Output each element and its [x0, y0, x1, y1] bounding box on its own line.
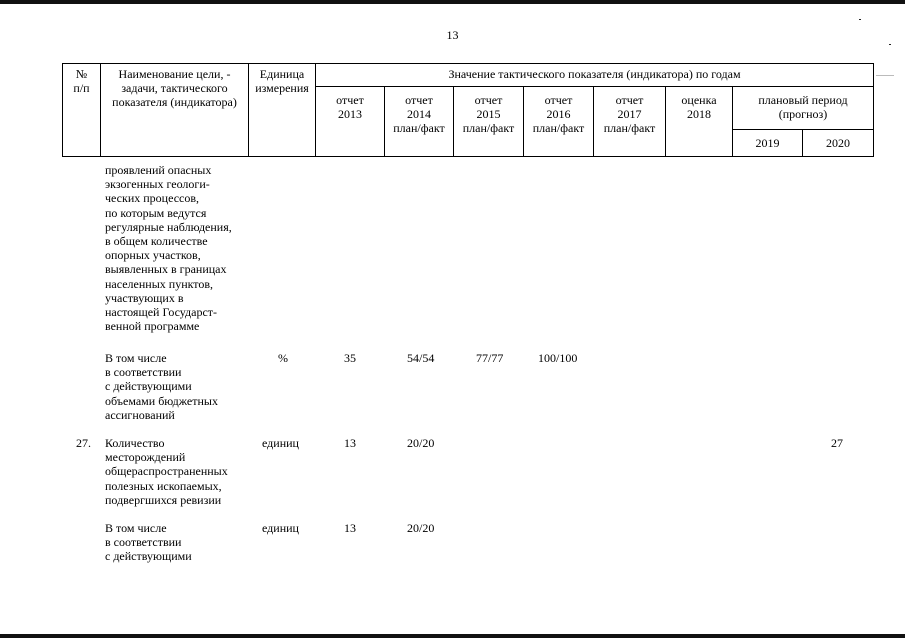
header-values-title: Значение тактического показателя (индикатора) по годам — [448, 67, 741, 81]
header-unit: Единица измерения — [255, 67, 309, 95]
header-2016: отчет 2016 план/факт — [532, 93, 585, 135]
header-num: № п/п — [73, 67, 90, 95]
header-2018: оценка 2018 — [681, 93, 717, 121]
row-unit: единиц — [262, 436, 299, 450]
scan-mark — [876, 75, 894, 76]
row-indicator-name: В том числе в соответствии с действующими — [105, 521, 192, 564]
row-value-2016: 100/100 — [538, 351, 578, 365]
row-unit: % — [278, 351, 288, 365]
row-value-2013: 13 — [344, 521, 356, 535]
row-number: 27. — [76, 436, 91, 450]
row-value-2014: 20/20 — [407, 436, 435, 450]
row-unit: единиц — [262, 521, 299, 535]
header-planned-period: плановый период (прогноз) — [758, 93, 848, 121]
row-value-2014: 20/20 — [407, 521, 435, 535]
row-value-2015: 77/77 — [476, 351, 504, 365]
bottom-border — [0, 634, 905, 638]
header-2014: отчет 2014 план/факт — [393, 93, 445, 135]
row-indicator-name: В том числе в соответствии с действующими объемами бюджетных ассигнований — [105, 351, 218, 422]
header-2013: отчет 2013 — [336, 93, 364, 121]
top-border — [0, 0, 905, 4]
table-header — [62, 63, 874, 157]
header-2019: 2019 — [755, 136, 780, 150]
header-2017: отчет 2017 план/факт — [603, 93, 656, 135]
row-value-2013: 13 — [344, 436, 356, 450]
row-indicator-name: проявлений опасных экзогенных геологи- ческих процессов, по которым ведутся регулярные наблюдения, в общем количестве опорных участков, выявленных в границах населенных пунктов, участвующих в настоящей Государст- венной программе — [105, 163, 232, 334]
row-value-2014: 54/54 — [407, 351, 435, 365]
header-2020: 2020 — [826, 136, 850, 150]
scan-mark — [889, 44, 891, 45]
page-number: 13 — [446, 28, 459, 42]
row-indicator-name: Количество месторождений общераспространенных полезных ископаемых, подвергшихся ревизии — [105, 436, 228, 507]
row-value-2013: 35 — [344, 351, 356, 365]
header-2015: отчет 2015 план/факт — [462, 93, 515, 135]
header-name: Наименование цели, - задачи, тактического показателя (индикатора) — [112, 67, 237, 109]
scan-mark — [859, 19, 861, 20]
row-value-2020: 27 — [831, 436, 843, 450]
